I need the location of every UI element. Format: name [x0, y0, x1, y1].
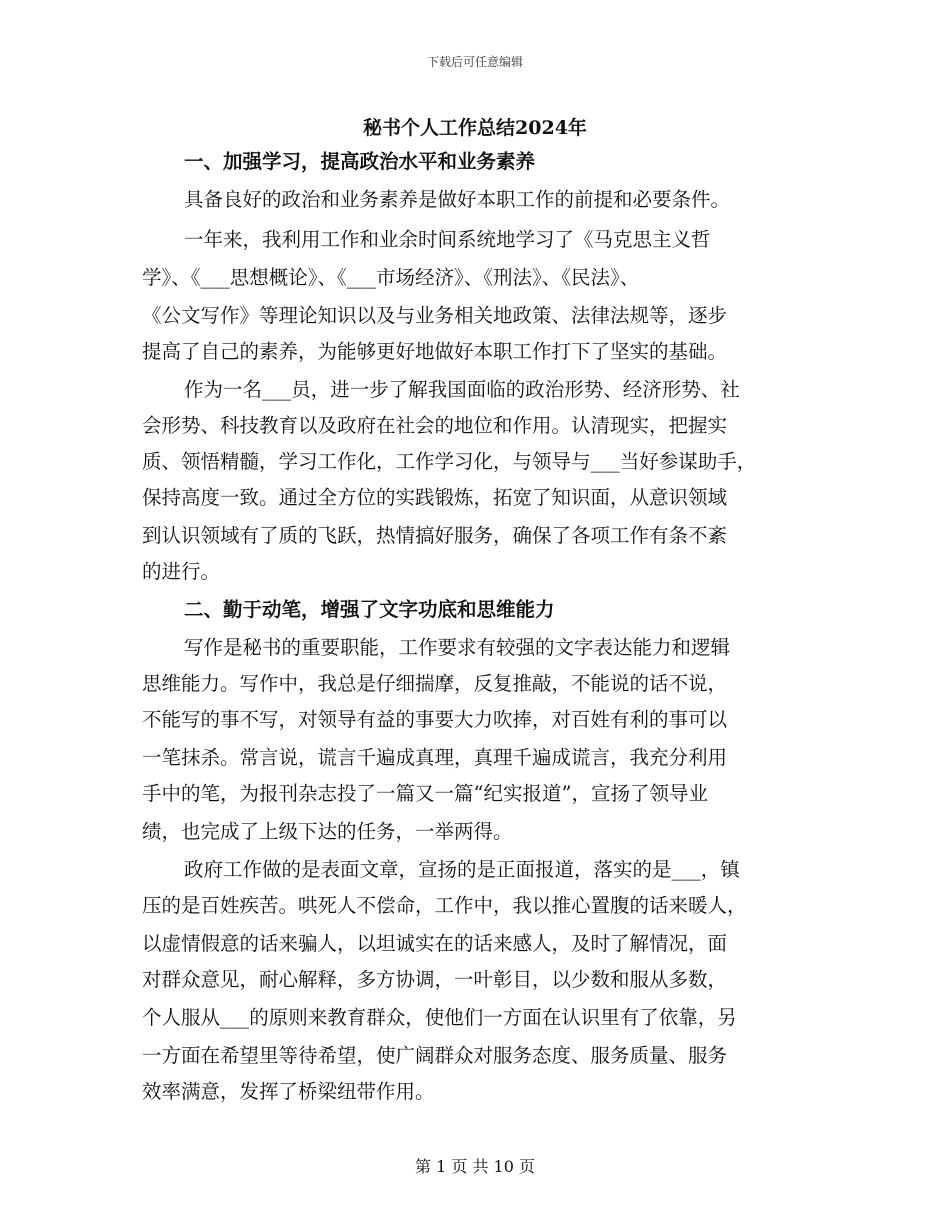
body-line: 思维能力。写作中，我总是仔细揣摩，反复推敲，不能说的话不说， [142, 672, 728, 695]
body-line: 手中的笔，为报刊杂志投了一篇又一篇“纪实报道”，宣扬了领导业 [142, 782, 708, 805]
body-line: 《公文写作》等理论知识以及与业务相关地政策、法律法规等，逐步 [142, 304, 728, 327]
page-header-note: 下载后可任意编辑 [426, 55, 523, 69]
body-line: 绩，也完成了上级下达的任务，一举两得。 [142, 820, 513, 843]
body-line: 质、领悟精髓，学习工作化，工作学习化，与领导与___当好参谋助手， [142, 450, 757, 473]
body-line: 具备良好的政治和业务素养是做好本职工作的前提和必要条件。 [184, 188, 731, 211]
body-line: 一笔抹杀。常言说，谎言千遍成真理，真理千遍成谎言，我充分利用 [142, 746, 728, 769]
body-line: 个人服从___的原则来教育群众，使他们一方面在认识里有了依靠，另 [142, 1006, 737, 1029]
body-line: 提高了自己的素养，为能够更好地做好本职工作打下了坚实的基础。 [142, 340, 728, 363]
page-number-footer: 第 1 页 共 10 页 [415, 1157, 535, 1176]
document-title: 秘书个人工作总结2024年 [363, 117, 587, 139]
body-line: 效率满意，发挥了桥梁纽带作用。 [142, 1080, 435, 1103]
body-line: 到认识领域有了质的飞跃，热情搞好服务，确保了各项工作有条不紊 [142, 524, 728, 547]
body-line: 学》、《___思想概论》、《___市场经济》、《刑法》、《民法》、 [142, 266, 640, 289]
body-line: 以虚情假意的话来骗人，以坦诚实在的话来感人，及时了解情况，面 [142, 932, 728, 955]
body-line: 作为一名___员，进一步了解我国面临的政治形势、经济形势、社 [184, 378, 740, 401]
section-heading-1: 一、加强学习，提高政治水平和业务素养 [184, 150, 536, 173]
body-line: 一方面在希望里等待希望，使广阔群众对服务态度、服务质量、服务 [142, 1044, 728, 1067]
body-line: 的进行。 [142, 560, 221, 583]
body-line: 一年来，我利用工作和业余时间系统地学习了《马克思主义哲 [184, 228, 711, 251]
body-line: 会形势、科技教育以及政府在社会的地位和作用。认清现实，把握实 [142, 414, 728, 437]
body-line: 不能写的事不写，对领导有益的事要大力吹捧，对百姓有利的事可以 [142, 708, 728, 731]
body-line: 对群众意见，耐心解释，多方协调，一叶彰目，以少数和服从多数， [142, 968, 728, 991]
body-line: 写作是秘书的重要职能，工作要求有较强的文字表达能力和逻辑 [184, 636, 731, 659]
body-line: 政府工作做的是表面文章，宣扬的是正面报道，落实的是___，镇 [184, 858, 740, 881]
body-line: 压的是百姓疾苦。哄死人不偿命，工作中，我以推心置腹的话来暖人， [142, 894, 747, 917]
body-line: 保持高度一致。通过全方位的实践锻炼，拓宽了知识面，从意识领域 [142, 486, 728, 509]
section-heading-2: 二、勤于动笔，增强了文字功底和思维能力 [184, 598, 555, 621]
